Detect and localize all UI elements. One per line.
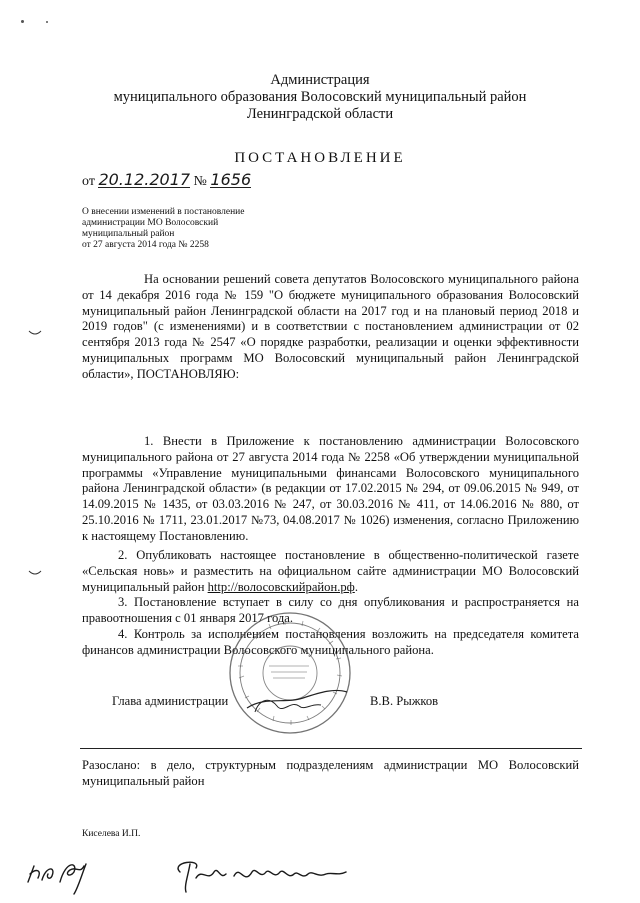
preamble <box>82 272 579 383</box>
document-title: ПОСТАНОВЛЕНИЕ <box>234 150 406 166</box>
subject-line-2: администрации МО Волосовский <box>82 218 219 228</box>
number-sign: № <box>193 174 207 189</box>
item-2-text: 2. Опубликовать настоящее постановление в общественно-политической газете «Сельская новь» и разместить на официальном сайте администрации МО Волосовский муниципальный район <box>82 548 579 594</box>
handwritten-approval-signatures-icon <box>20 852 360 900</box>
issuer-header <box>0 72 640 123</box>
item-2-end: . <box>354 579 358 594</box>
website-link[interactable]: http://волосовскийрайон.рф <box>207 579 355 594</box>
issuer-line-2: муниципального образования Волосовский муниципальный район <box>113 89 527 105</box>
margin-mark-icon <box>28 330 42 336</box>
subject-line-1: О внесении изменений в постановление <box>82 207 245 217</box>
subject-block <box>82 207 244 251</box>
preamble-paragraph: На основании решений совета депутатов Волосовского муниципального района от 14 декабря 2016 года № 159 "О бюджете муниципального образования Волосовский муниципальный район Ленинградской области на 2017 год и на плановый период 2018 и 2019 годов" (с изменениями) и в соответствии с постановлением администрации от 02 сентября 2013 года № 2547 «О порядке разработки, реализации и оценки эффективности муниципальных программ МО Волосовский муниципальный район Ленинградской области», ПОСТАНОВЛЯЮ: <box>82 272 579 381</box>
item-1-paragraph: 1. Внести в Приложение к постановлению администрации Волосовского муниципального района от 27 августа 2014 года № 2258 «Об утверждении муниципальной программы «Управление муниципальными финансами Волосовского муниципального района Ленинградской области» (в редакции от 17.02.2015 № 294, от 09.06.2015 № 949, от 14.09.2015 № 1435, от 03.03.2016 № 247, от 30.03.2016 № 411, от 14.06.2016 № 880, от 25.10.2016 № 1711, 23.01.2017 №73, 04.08.2017 № 1026) изменения, согласно Приложению к настоящему Постановлению. <box>82 434 579 543</box>
issuer-line-3: Ленинградской области <box>246 106 394 122</box>
item-4-paragraph: 4. Контроль за исполнением постановления возложить на председателя комитета финансов администрации Волосовского муниципального района. <box>82 626 579 657</box>
signature-row <box>112 694 442 709</box>
date-prefix: от <box>82 174 95 189</box>
distribution-list: Разослано: в дело, структурным подразделениям администрации МО Волосовский муниципальный район <box>82 758 579 788</box>
official-seal-icon <box>225 608 355 738</box>
signatory-name: В.В. Рыжков <box>370 694 439 708</box>
scan-speck <box>46 21 48 23</box>
subject-line-3: муниципальный район <box>82 229 175 239</box>
executor-name: Киселева И.П. <box>82 829 141 839</box>
handwritten-number: 1656 <box>210 170 252 189</box>
issuer-line-1: Администрация <box>270 72 370 88</box>
date-number-line <box>82 172 251 190</box>
subject-line-4: от 27 августа 2014 года № 2258 <box>82 240 209 250</box>
item-2-paragraph <box>82 548 579 595</box>
handwritten-date: 20.12.2017 <box>98 170 191 189</box>
scan-speck <box>21 20 24 23</box>
signatory-position: Глава администрации <box>112 694 229 708</box>
item-1 <box>82 434 579 545</box>
divider-line <box>80 748 582 749</box>
item-3-paragraph: 3. Постановление вступает в силу со дня опубликования и распространяется на правоотношения с 01 января 2017 года. <box>82 595 579 626</box>
margin-mark-icon <box>28 570 42 576</box>
